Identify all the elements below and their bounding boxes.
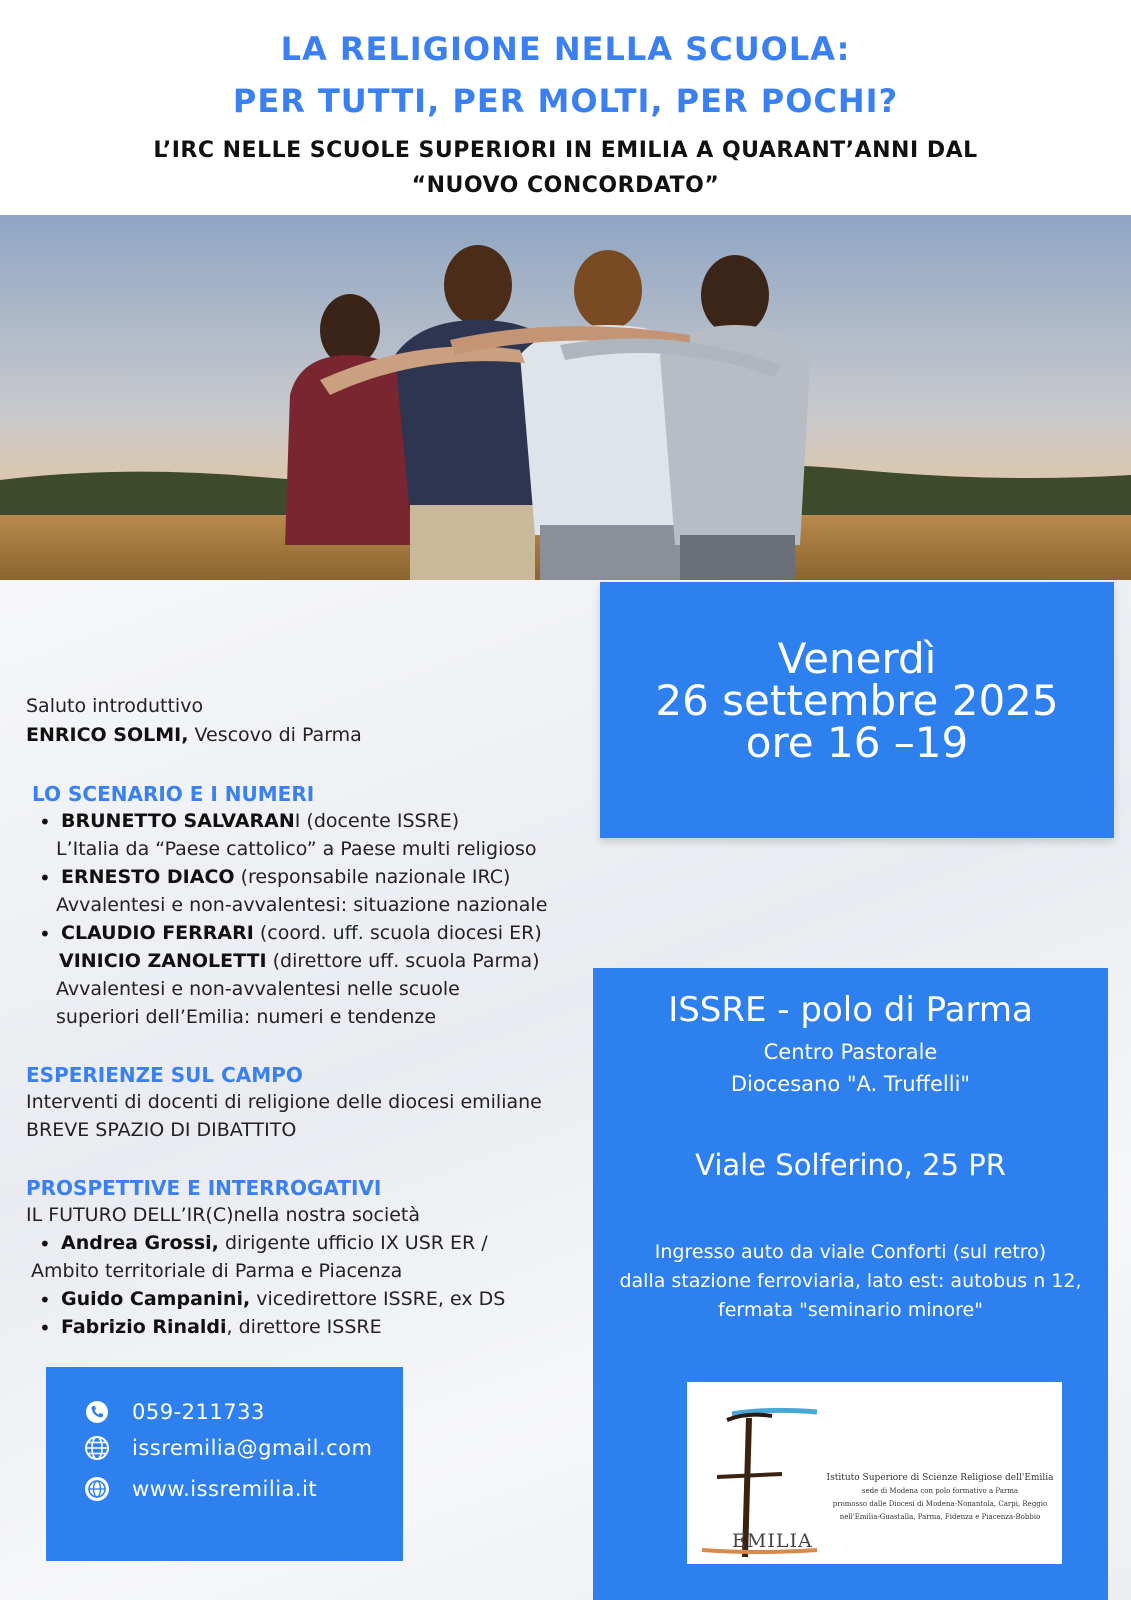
header [0,0,1131,215]
location-directions [599,1238,1102,1325]
speaker-zanoletti [59,950,540,972]
speaker-grossi [61,1232,488,1254]
speaker-name: VINICIO ZANOLETTI [59,950,267,972]
phone-number: 059-211733 [132,1400,265,1424]
topic-ferrari-1: Avvalentesi e non-avvalentesi nelle scuole [56,978,460,1000]
section-scenario-title: LO SCENARIO E I NUMERI [32,782,315,806]
speaker-name: ERNESTO DIACO [61,866,235,888]
website-url: www.issremilia.it [132,1477,318,1501]
logo-line4: nell'Emilia-Guastalla, Parma, Fidenza e Piacenza-Bobbio [839,1513,1041,1521]
topic-salvarani: L’Italia da “Paese cattolico” a Paese multi religioso [56,838,537,860]
location-line1: Centro Pastorale [763,1040,938,1064]
experiences-line1: Interventi di docenti di religione delle diocesi emiliane [26,1091,542,1113]
section-experiences-title: ESPERIENZE SUL CAMPO [26,1063,303,1087]
contact-phone[interactable] [84,1397,265,1427]
topic-ferrari-2: superiori dell’Emilia: numeri e tendenze [56,1006,437,1028]
role-grossi-2: Ambito territoriale di Parma e Piacenza [31,1260,403,1282]
logo-line1: Istituto Superiore di Scienze Religiose dell'Emilia [826,1473,1054,1483]
subtitle-line2: “NUOVO CONCORDATO” [411,173,720,198]
globe-icon [84,1435,110,1461]
speaker-name: Andrea Grossi, [61,1232,219,1254]
speaker-role: (responsabile nazionale IRC) [234,866,511,888]
event-time: ore 16 –19 [745,718,969,767]
logo-line3: promosso dalle Diocesi di Modena-Nonantola, Carpi, Reggio [832,1500,1048,1508]
event-date-box [600,582,1114,838]
directions-line3: fermata "seminario minore" [718,1299,983,1321]
email-address: issremilia@gmail.com [132,1436,373,1460]
intro-name: ENRICO SOLMI, [26,724,189,746]
speaker-rinaldi [61,1316,382,1338]
speaker-campanini [61,1288,505,1310]
intro-speaker [26,724,362,746]
contact-email[interactable] [84,1433,373,1463]
speaker-role: (direttore uff. scuola Parma) [266,950,540,972]
subtitle-line1: L’IRC NELLE SCUOLE SUPERIORI IN EMILIA A QUARANT’ANNI DAL [153,138,978,163]
speaker-name: Fabrizio Rinaldi [61,1316,227,1338]
speaker-ferrari [61,922,542,944]
experiences-line2: BREVE SPAZIO DI DIBATTITO [26,1119,297,1141]
speaker-role: I (docente ISSRE) [294,810,460,832]
event-date: 26 settembre 2025 [655,676,1059,725]
hero-photo [0,215,1131,580]
issre-logo [687,1382,1062,1564]
location-line2: Diocesano "A. Truffelli" [730,1072,971,1096]
directions-line2: dalla stazione ferroviaria, lato est: autobus n 12, [619,1270,1082,1292]
logo-caption [825,1472,1055,1524]
location-title: ISSRE - polo di Parma [668,990,1033,1030]
web-icon [84,1476,110,1502]
main-title-line1: LA RELIGIONE NELLA SCUOLA: [280,30,851,68]
speaker-name: BRUNETTO SALVARAN [61,810,295,832]
main-title-line2: PER TUTTI, PER MOLTI, PER POCHI? [232,82,899,120]
contact-box [46,1367,403,1561]
speaker-diaco [61,866,510,888]
topic-diaco: Avvalentesi e non-avvalentesi: situazione nazionale [56,894,548,916]
intro-label: Saluto introduttivo [26,695,204,717]
location-address: Viale Solferino, 25 PR [695,1148,1006,1182]
directions-line1: Ingresso auto da viale Conforti (sul retro) [654,1241,1047,1263]
speaker-role: , direttore ISSRE [226,1316,382,1338]
speaker-role: dirigente ufficio IX USR ER / [218,1232,488,1254]
speaker-salvarani [61,810,459,832]
perspectives-intro: IL FUTURO DELL’IR(C)nella nostra società [26,1204,421,1226]
speaker-name: CLAUDIO FERRARI [61,922,254,944]
logo-word: EMILIA [732,1530,813,1552]
contact-website[interactable] [84,1474,318,1504]
phone-icon [84,1399,110,1425]
logo-line2: sede di Modena con polo formativo a Parma [861,1487,1019,1495]
intro-role: Vescovo di Parma [188,724,362,746]
section-perspectives-title: PROSPETTIVE E INTERROGATIVI [26,1176,382,1200]
speaker-name: Guido Campanini, [61,1288,251,1310]
event-day: Venerdì [777,634,937,683]
speaker-role: vicedirettore ISSRE, ex DS [250,1288,506,1310]
speaker-role: (coord. uff. scuola diocesi ER) [253,922,542,944]
